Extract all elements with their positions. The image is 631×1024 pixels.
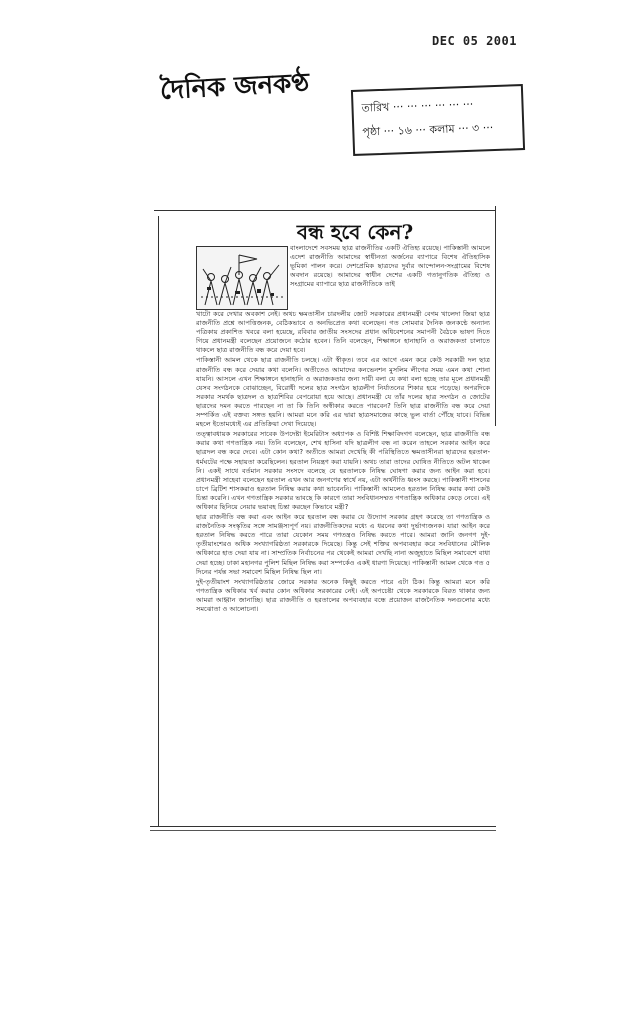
stamp-page-column-line: পৃষ্ঠা ··· ১৬ ··· কলাম ··· ৩ ··· xyxy=(362,121,494,139)
crowd-illustration-icon xyxy=(197,247,287,309)
clipping-right-border xyxy=(495,206,496,426)
stamp-date-line: তারিখ ··· ··· ··· ··· ··· ··· xyxy=(361,97,474,115)
clipping-bottom-border-shadow xyxy=(150,830,496,831)
newspaper-masthead: দৈনিক জনকণ্ঠ xyxy=(159,68,311,106)
received-date-stamp: DEC 05 2001 xyxy=(432,34,517,48)
article-title: বন্ধ হবে কেন? xyxy=(296,220,414,244)
article-lead-text xyxy=(290,244,490,310)
clipping-bottom-border xyxy=(150,826,496,827)
clipping-top-border xyxy=(154,210,496,211)
clipping-left-border xyxy=(158,216,159,826)
article-paragraph: তত্ত্বাবধায়ক সরকারের সাবেক উপদেষ্টা ইমেরিটাস অধ্যাপক ও বিশিষ্ট শিক্ষাবিদগণ বলেছেন, ছাত্র রাজনীতি বন্ধ করার কথা গণতান্ত্রিক নয়। তিনি বলেছেন, শেখ হাসিনা যদি ছাত্রলীগ বন্ধ না করেন তাহলে সরকার আইন করে ছাত্রদল বন্ধ করে দেবে। এটা কোন কথা? অতীতে আমরা দেখেছি কী পরিস্থিতিতে ক্ষমতাসীনরা ছাত্রদের হরতাল-ধর্মঘটের পক্ষে সহায়তা করেছিলেন। হরতাল নিয়ন্ত্রণ করা যায়নি। অথচ তারা তাদের ঘোষিত নীতিতে অটল থাকেন নি। একই সাথে বর্তমান সরকার সংসদে বলেছে যে হরতালকে নিষিদ্ধ ঘোষণা করার জন্য আইন করা হবে। প্রধানমন্ত্রী সাহেবা বলেছেন হরতাল এখন আর জনগণের স্বার্থে নয়, এটা অর্থনীতি ধ্বংস করছে। পাকিস্তানী শাসনের চাপে ব্রিটিশ শাসকরাও হরতাল নিষিদ্ধ করার কথা ভাবেননি। পাকিস্তানী আমলেও হরতাল নিষিদ্ধ করার কথা কেউ চিন্তা করেনি। এখন গণতান্ত্রিক সরকার ভাবছে কি কারণে তারা সংবিধানসম্মত গণতান্ত্রিক অধিকার কেড়ে নেবে। এই অধিকার ছিনিয়ে নেয়ার ভয়াবহ চিন্তা করছেন কিভাবে মন্ত্রী? xyxy=(196,430,490,511)
newspaper-clipping xyxy=(150,206,496,828)
protest-illustration xyxy=(196,246,288,310)
lead-paragraph: বাংলাদেশে সবসময় ছাত্র রাজনীতির একটি ঐতিহ্য রয়েছে। পাকিস্তানী আমলে এদেশ রাজনীতি আমাদের স্বাধীনতা অর্জনের ব্যাপারে বিশেষ ঐতিহাসিক ভূমিকা পালন করে। দেশপ্রেমিক ছাত্রদের দুর্বার আন্দোলন-সংগ্রামের বিশেষ অবদান রয়েছে। আমাদের স্বাধীন দেশের একটি গতানুগতিক ঐতিহ্য ও সংগ্রামের ব্যাপারে ছাত্র রাজনীতিকে তাই xyxy=(290,244,490,289)
article-paragraph: খাটো করে দেখার অবকাশ নেই। অথচ ক্ষমতাসীন চারদলীয় জোট সরকারের প্রধানমন্ত্রী বেগম খালেদা জিয়া ছাত্র রাজনীতি প্রশ্নে আপত্তিজনক, বেঠিকভাবে ও অনভিপ্রেত কথা বলেছেন। গত সোমবার দৈনিক জনকণ্ঠে অন্যান্য পত্রিকায় প্রকাশিত খবরে বলা হয়েছে, রবিবার জাতীয় সংসদের প্রধান অধিবেশনের সমাপনী বৈঠকে ভাষণ দিতে গিয়ে প্রধানমন্ত্রী বলেছেন প্রয়োজনে কঠোর হবেন। তিনি বলেছেন, শিক্ষাঙ্গনে হানাহানি ও অরাজকতা চালাতে থাকলে ছাত্র রাজনীতি বন্ধ করে দেয়া হবে। xyxy=(196,310,490,355)
article-paragraph: দুই-তৃতীয়াংশ সংখ্যাগরিষ্ঠতার জোরে সরকার অনেক কিছুই করতে পারে এটা ঠিক। কিন্তু আমরা মনে করি গণতান্ত্রিক অধিকার খর্ব করার কোন অধিকার সরকারের নেই। এই অপচেষ্টা থেকে সরকারকে বিরত থাকার জন্য আমরা আহ্বান জানাচ্ছি। ছাত্র রাজনীতি ও হরতালের অপব্যবহার বন্ধে প্রয়োজন রাজনৈতিক দলগুলোর মধ্যে সমঝোতা ও আলোচনা। xyxy=(196,577,490,613)
article-paragraph: ছাত্র রাজনীতি বন্ধ করা এবং আইন করে হরতাল বন্ধ করার যে উদ্যোগ সরকার গ্রহণ করেছে তা গণতান্ত্রিক ও রাজনৈতিক সংস্কৃতির সঙ্গে সামঞ্জস্যপূর্ণ নয়। রাজনীতিকদের মধ্যে এ ধরনের কথা দুর্ভাগ্যজনক। যারা আইন করে হরতাল নিষিদ্ধ করতে পারে তারা যেকোন সময় গণতন্ত্রও নিষিদ্ধ করতে পারে। আমরা জানি জনগণ দুই-তৃতীয়াংশেরও অধিক সংখ্যাগরিষ্ঠতা সরকারকে দিয়েছে। কিন্তু সেই শক্তির অপব্যবহার করে সংবিধানের মৌলিক অধিকারে হাত দেয়া যায় না। সাম্প্রতিক নির্বাচনের পর থেকেই আমরা দেখছি নানা অজুহাতে মিছিল সমাবেশে বাধা দেয়া হচ্ছে। ঢাকা মহানগর পুলিশ মিছিল নিষিদ্ধ করা সম্পর্কেও একই ধারণা দিয়েছে। পাকিস্তানী আমল থেকে গত ৫ দিনের পর্যন্ত সভা সমাবেশ মিছিল নিষিদ্ধ ছিল না। xyxy=(196,513,490,576)
article-paragraph: পাকিস্তানী আমল থেকে ছাত্র রাজনীতি চলছে। এটা স্বীকৃত। তবে এর আগে এমন করে কেউ সরকারী দল ছাত্র রাজনীতি বন্ধ করে দেয়ার কথা বলেনি। অতীতেও আমাদের কনভেনশন মুসলিম লীগের সময় এমন কথা শোনা যায়নি। আসলে এখন শিক্ষাঙ্গনে হানাহানি ও অরাজকতার জন্য দায়ী বলা যে কথা বলা হচ্ছে তার মূলে প্রধানমন্ত্রী যেসব সংগঠনকে বোঝাচ্ছেন, বিরোধী দলের ছাত্র সংগঠন ছাত্রলীগ নির্যাতনের শিকার হয়ে পড়েছে। অপরদিকে সরকার সমর্থক ছাত্রদল ও ছাত্রশিবির বেপরোয়া হয়ে আছে। প্রধানমন্ত্রী যে তাঁর দলের ছাত্র সংগঠন ও জোটের ছাত্রদের দমন করতে পারছেন না তা কি তিনি অস্বীকার করতে পারবেন? তিনি ছাত্র রাজনীতি বন্ধ করে দেয়া সম্পর্কিত এই বক্তব্য সঙ্গত হয়নি। আমরা মনে করি এর দ্বারা ছাত্রসমাজের কাছে ভুল বার্তা পৌঁছে যাবে। বিভিন্ন মহলে ইতোমধ্যেই এর প্রতিক্রিয়া দেখা দিয়েছে। xyxy=(196,356,490,429)
clipping-reference-stamp xyxy=(351,84,525,156)
article-body xyxy=(196,310,490,816)
